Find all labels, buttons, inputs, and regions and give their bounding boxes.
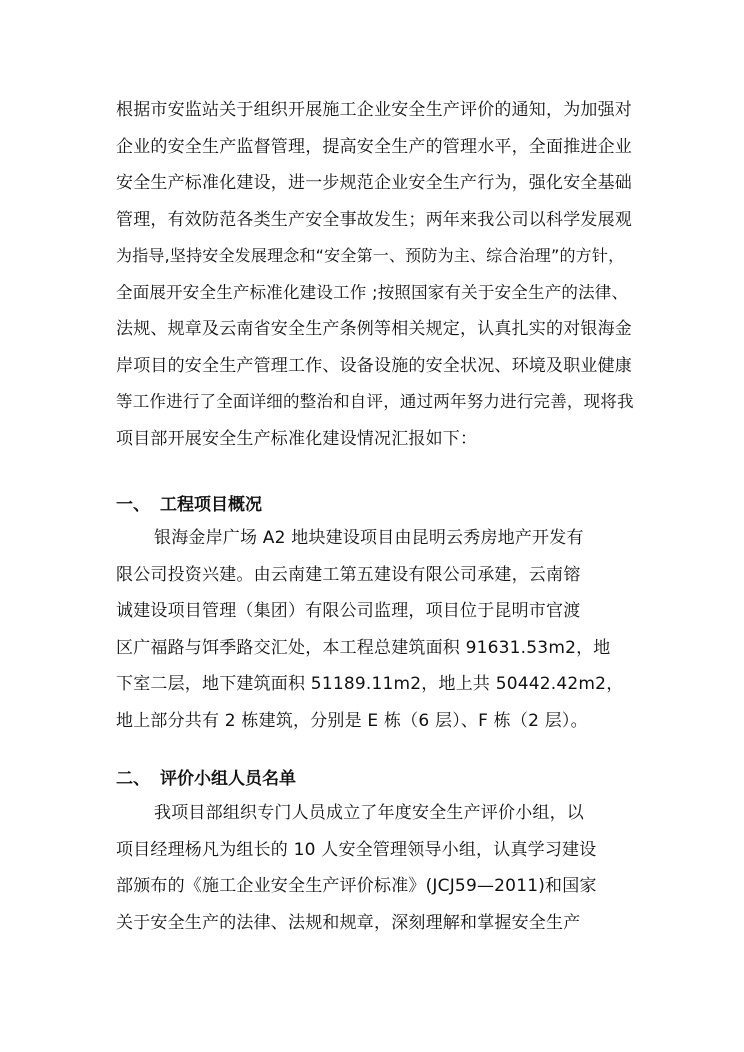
- section1-line: 限公司投资兴建。由云南建工第五建设有限公司承建，云南镕: [116, 564, 581, 585]
- section1-line: 下室二层，地下建筑面积 51189.11m2，地上共 50442.42m2，: [116, 674, 624, 694]
- section-title: 工程项目概况: [160, 495, 262, 515]
- section-number: 二、: [116, 769, 150, 789]
- section2-line: 我项目部组织专门人员成立了年度安全生产评价小组，以: [154, 803, 584, 823]
- section-heading-2: [116, 764, 296, 789]
- section1-paragraph: [116, 520, 636, 739]
- intro-line: 安全生产标准化建设，进一步规范企业安全生产行为，强化安全基础: [116, 173, 632, 193]
- section2-line: 关于安全生产的法律、法规和规章，深刻理解和掌握安全生产: [116, 912, 581, 933]
- section1-line: 银海金岸广场 A2 地块建设项目由昆明云秀房地产开发有: [154, 528, 584, 548]
- section2-line: 部颁布的《施工企业安全生产评价标准》(JCJ59—2011)和国家: [116, 876, 597, 896]
- section2-line: 项目经理杨凡为组长的 10 人安全管理领导小组，认真学习建设: [116, 839, 597, 860]
- section1-line: 区广福路与饵季路交汇处，本工程总建筑面积 91631.53m2，地: [116, 637, 611, 658]
- intro-line: 企业的安全生产监督管理，提高安全生产的管理水平，全面推进企业: [116, 136, 632, 157]
- intro-paragraph: [116, 92, 636, 457]
- intro-line: 项目部开展安全生产标准化建设情况汇报如下：: [116, 428, 478, 449]
- intro-line: 根据市安监站关于组织开展施工企业安全生产评价的通知，为加强对: [116, 100, 632, 120]
- intro-line: 全面展开安全生产标准化建设工作 ;按照国家有关于安全生产的法律、: [116, 282, 629, 302]
- section1-line: 诚建设项目管理（集团）有限公司监理，项目位于昆明市官渡: [116, 601, 581, 621]
- section2-paragraph: [116, 795, 636, 941]
- intro-line: 管理，有效防范各类生产安全事故发生；两年来我公司以科学发展观: [116, 209, 632, 230]
- section-number: 一、: [116, 495, 150, 515]
- section-heading-1: [116, 490, 262, 515]
- intro-line: 为指导,坚持安全发展理念和“安全第一、预防为主、综合治理”的方针，: [116, 246, 625, 265]
- intro-line: 法规、规章及云南省安全生产条例等相关规定，认真扎实的对银海金: [116, 319, 632, 339]
- intro-line: 岸项目的安全生产管理工作、设备设施的安全状况、环境及职业健康: [116, 355, 632, 376]
- intro-line: 等工作进行了全面详细的整治和自评，通过两年努力进行完善，现将我: [116, 392, 634, 411]
- section-title: 评价小组人员名单: [160, 769, 296, 789]
- section1-line: 地上部分共有 2 栋建筑，分别是 E 栋（6 层）、F 栋（2 层）。: [116, 710, 588, 731]
